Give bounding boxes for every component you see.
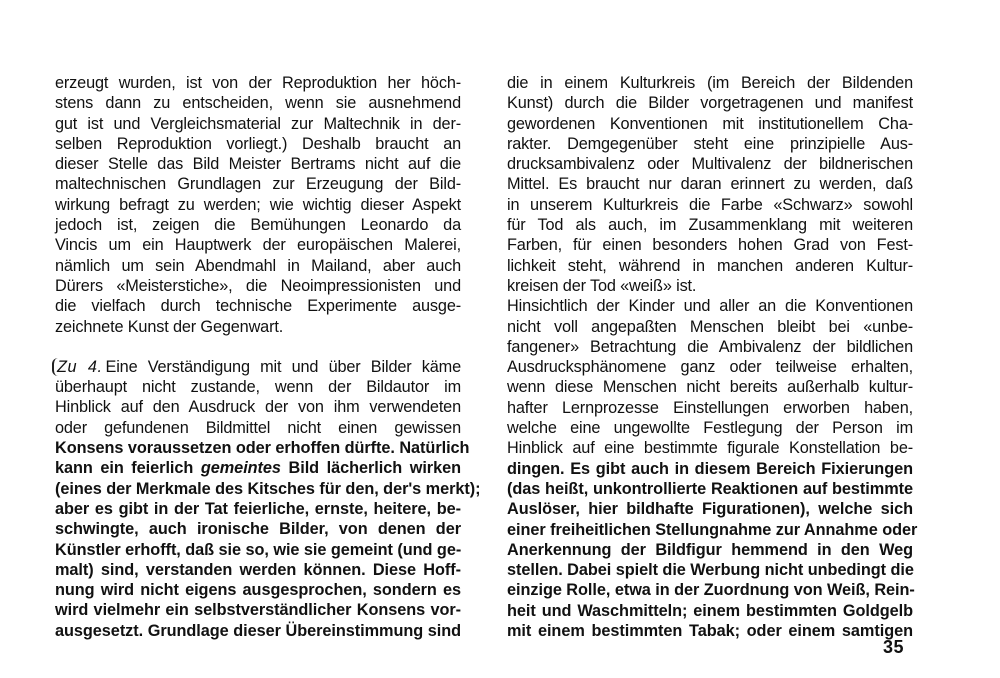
text-line: stens dann zu entscheiden, wenn sie ausnehmend — [55, 94, 461, 113]
text-line: Hinblick auf eine bestimmte figurale Konstellation be- — [507, 439, 913, 458]
text-line: lichkeit steht, während in manchen anderen Kultur- — [507, 256, 913, 275]
text-line: Konsens voraussetzen oder erhoffen dürfte. Natürlich — [55, 439, 470, 458]
text-line: Anerkennung der Bildfigur hemmend in den Weg — [507, 540, 913, 559]
text-line: Dürers «Meisterstiche», die Neoimpressionisten und — [55, 276, 461, 295]
text-line: jedoch ist, zeigen die Bemühungen Leonardo da — [55, 216, 461, 235]
text-line: Mittel. Es braucht nur daran erinnert zu werden, daß — [507, 175, 913, 194]
text-line: überhaupt nicht zustande, wenn der Bildautor im — [55, 378, 461, 397]
text-line: Farben, für einen besonders hohen Grad von Fest- — [507, 236, 913, 255]
text-line: die vielfach durch technische Experimente ausge- — [55, 297, 461, 316]
text-line: dieser Stelle das Bild Meister Bertrams nicht auf die — [55, 155, 461, 174]
text-line: aber es gibt in der Tat feierliche, ernste, heitere, be- — [55, 499, 461, 518]
text-line: die in einem Kulturkreis (im Bereich der Bildenden — [507, 74, 913, 92]
text-line: heit und Waschmitteln; einem bestimmten Goldgelb — [507, 601, 913, 620]
text-line: ausgesetzt. Grundlage dieser Übereinstimmung sind — [55, 621, 461, 640]
text-line: für Tod als auch, im Zusammenklang mit weiteren — [507, 216, 913, 235]
text-line: stellen. Dabei spielt die Werbung nicht unbedingt die — [507, 561, 914, 580]
text-line: oder gefundenen Bildmittel nicht einen gewissen — [55, 418, 461, 437]
text-line: nämlich um sein Abendmahl in Mailand, aber auch — [55, 256, 461, 275]
text-line: erzeugt wurden, ist von der Reproduktion her höch- — [55, 74, 461, 92]
text-line: dingen. Es gibt auch in diesem Bereich Fixierungen — [507, 459, 913, 478]
text-line: einer freiheitlichen Stellungnahme zur Annahme oder — [507, 520, 918, 539]
paragraph-gap — [55, 337, 461, 357]
text-line-with-emphasis — [55, 458, 461, 478]
text-line: Hinsichtlich der Kinder und aller an die Konventionen — [507, 297, 913, 316]
text-line-with-marker — [55, 357, 461, 377]
text-line: Ausdrucksphänomene ganz oder teilweise erhalten, — [507, 358, 913, 377]
text-line: drucksambivalenz oder Multivalenz der bildnerischen — [507, 155, 913, 174]
text-line: zeichnete Kunst der Gegenwart. — [55, 317, 284, 336]
left-paragraph-1 — [55, 73, 461, 337]
text-line: Hinblick auf den Ausdruck der von ihm verwendeten — [55, 398, 461, 417]
text-line: hafter Lernprozesse Einstellungen erworben haben, — [507, 398, 913, 417]
text-line: Kunst) durch die Bilder vorgetragenen und manifest — [507, 94, 913, 113]
text-line: wird vielmehr ein selbstverständlicher Konsens vor- — [55, 601, 461, 620]
text-segment: Bild lächerlich wirken — [280, 459, 461, 478]
emphasized-word: gemeintes — [200, 459, 281, 478]
text-line: schwingte, auch ironische Bilder, von denen der — [55, 520, 461, 539]
section-marker: Zu 4. — [52, 358, 105, 376]
text-line: fangener» Betrachtung die Ambivalenz der bildlichen — [507, 337, 913, 356]
text-line: einzige Rolle, etwa in der Zuordnung von Weiß, Rein- — [507, 581, 915, 600]
left-paragraph-2 — [55, 357, 481, 641]
text-line: gewordenen Konventionen mit institutionellem Cha- — [507, 114, 913, 133]
text-line: mit einem bestimmten Tabak; oder einem samtigen — [507, 622, 913, 641]
text-line: rakter. Demgegenüber steht eine prinzipielle Aus- — [507, 134, 913, 153]
right-column — [507, 73, 918, 641]
text-line: gut ist und Vergleichsmaterial zur Maltechnik in der- — [55, 114, 461, 133]
text-line: nicht voll angepaßten Menschen bleibt bei «unbe- — [507, 317, 913, 336]
right-paragraph-1 — [507, 73, 913, 296]
left-column — [55, 73, 481, 641]
text-line: wirkung befragt zu werden; wie wichtig dieser Aspekt — [55, 195, 461, 214]
text-line: (das heißt, unkontrollierte Reaktionen auf bestimmte — [507, 479, 913, 498]
text-line: in unserem Kulturkreis die Farbe «Schwarz» sowohl — [507, 195, 913, 214]
text-line: Künstler erhofft, daß sie so, wie sie gemeint (und ge- — [55, 540, 462, 559]
text-line: kreisen der Tod «weiß» ist. — [507, 276, 697, 295]
text-line: maltechnischen Grundlagen zur Erzeugung der Bild- — [55, 175, 461, 194]
text-line: welche eine ungewollte Festlegung der Person im — [507, 419, 913, 438]
text-line: (eines der Merkmale des Kitsches für den, der's merkt); — [55, 479, 481, 498]
text-line: Vincis um ein Hauptwerk der europäischen Malerei, — [55, 236, 461, 255]
right-paragraph-2 — [507, 296, 918, 641]
text-line: nung wird nicht eigens ausgesprochen, sondern es — [55, 581, 461, 600]
text-segment: kann ein feierlich — [55, 459, 201, 478]
text-line: wenn diese Menschen nicht bereits außerhalb kultur- — [507, 378, 913, 397]
text-line: malt) sind, verstanden werden können. Diese Hoff- — [55, 560, 461, 579]
page-number: 35 — [883, 637, 905, 657]
text-line: selben Reproduktion vorliegt.) Deshalb braucht an — [55, 134, 461, 153]
text-line: Auslöser, hier bildhafte Figurationen), welche sich — [507, 500, 913, 519]
text-line-start: Eine Verständigung mit und über Bilder käme — [105, 357, 461, 376]
